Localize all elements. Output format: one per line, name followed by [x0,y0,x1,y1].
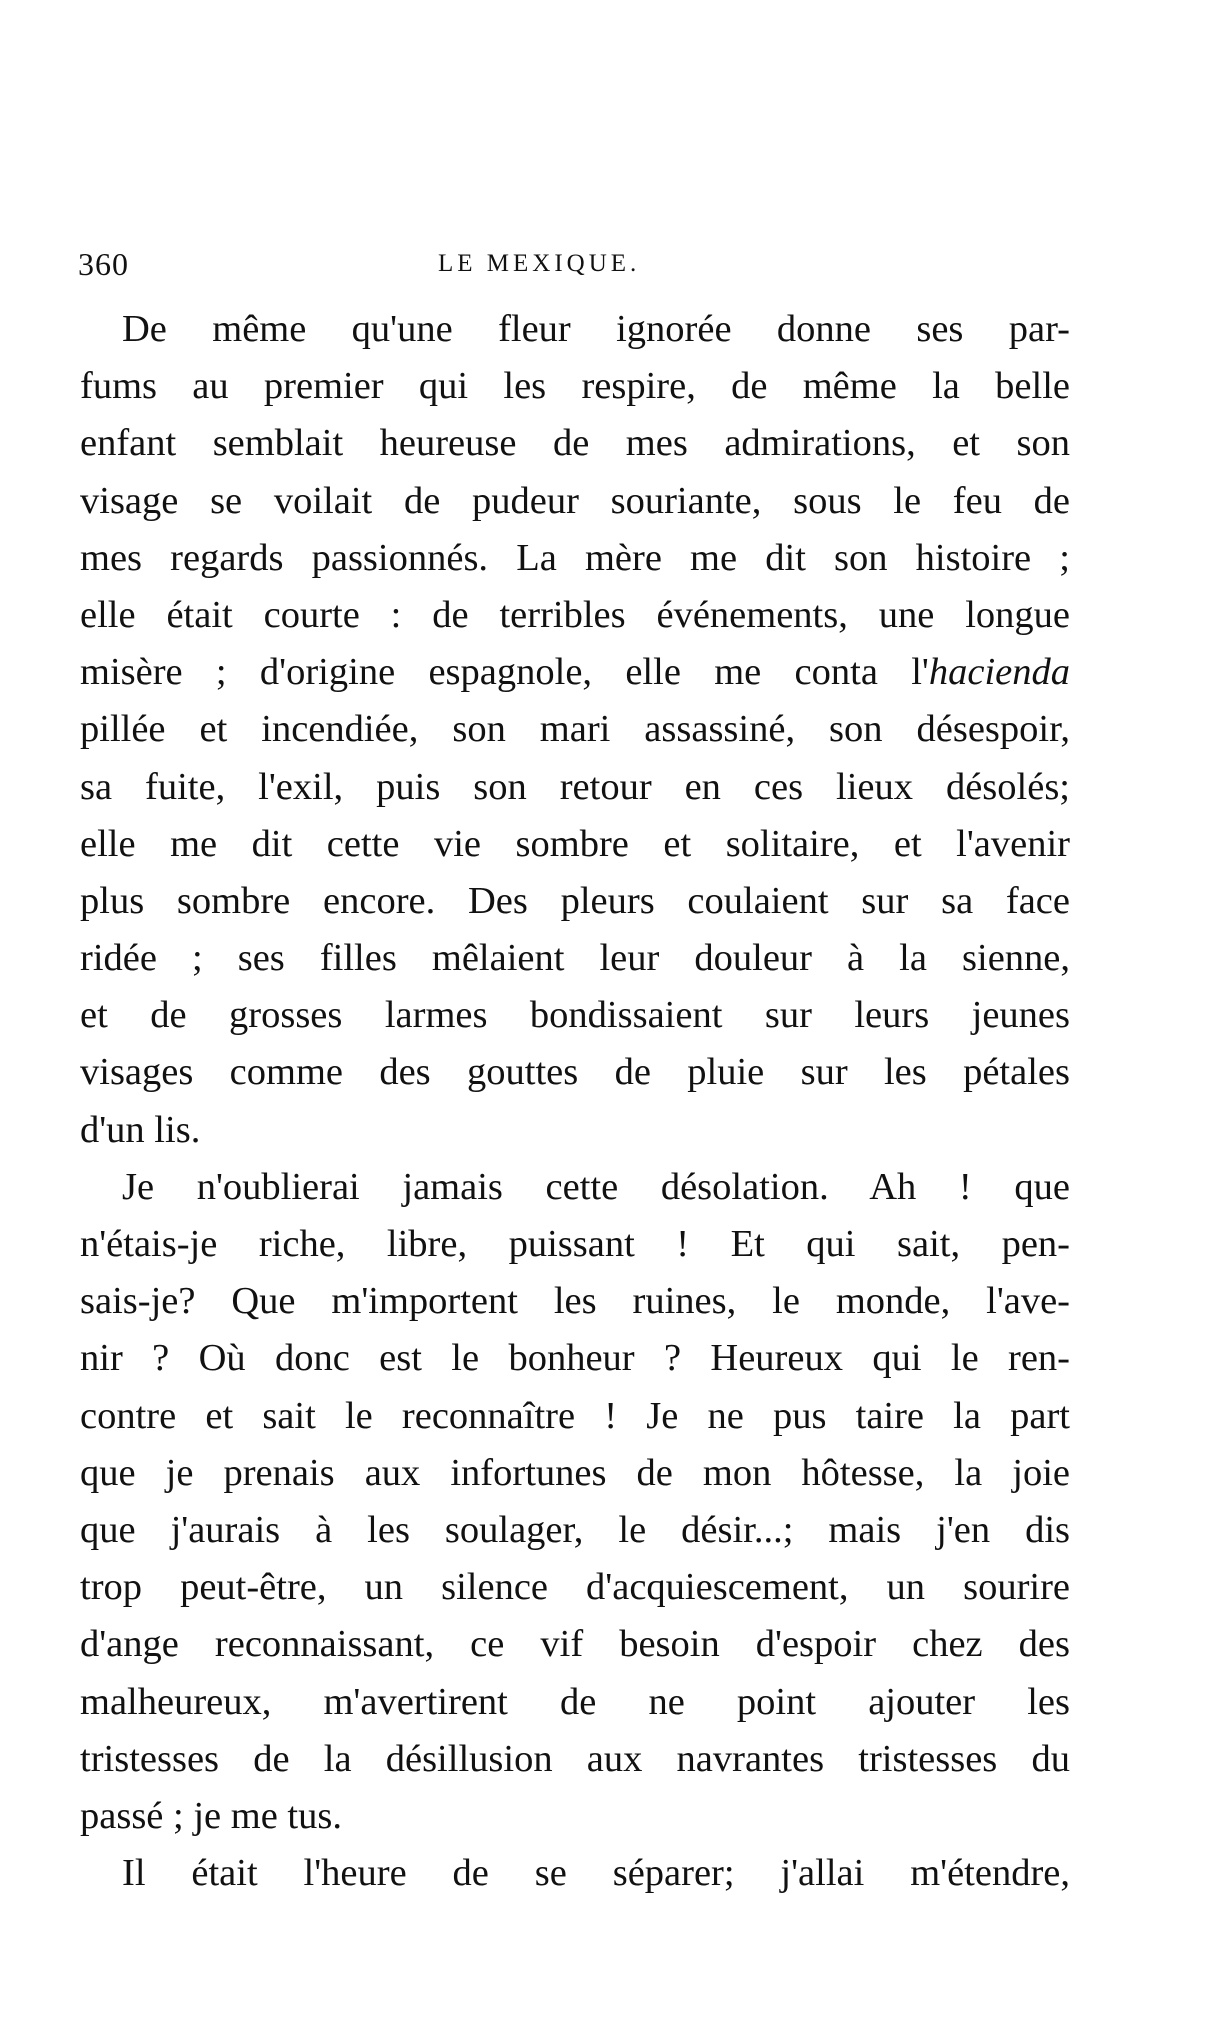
text-line: malheureux, m'avertirent de ne point ajouter les [80,1680,1070,1723]
text-line: que j'aurais à les soulager, le désir...; mais j'en dis [80,1508,1070,1551]
text-line: elle était courte : de terribles événements, une longue [80,593,1070,636]
text-line: elle me dit cette vie sombre et solitaire, et l'avenir [80,822,1070,865]
text-line: enfant semblait heureuse de mes admirations, et son [80,422,1070,465]
text-line: mes regards passionnés. La mère me dit son histoire ; [80,536,1070,579]
running-title: LE MEXIQUE. [438,250,641,277]
text-line: fums au premier qui les respire, de même la belle [80,365,1070,408]
text-line: Il était l'heure de se séparer; j'allai m'étendre, [122,1852,1070,1895]
text-line: contre et sait le reconnaître ! Je ne pus taire la part [80,1394,1070,1437]
body-text [80,301,1070,1902]
text-line-with-italic [80,644,1070,701]
text-line: Je n'oublierai jamais cette désolation. Ah ! que [122,1165,1070,1208]
text-line: visages comme des gouttes de pluie sur les pétales [80,1051,1070,1094]
text-line: que je prenais aux infortunes de mon hôtesse, la joie [80,1451,1070,1494]
text-line: trop peut-être, un silence d'acquiescement, un sourire [80,1566,1070,1609]
text-line: d'ange reconnaissant, ce vif besoin d'espoir chez des [80,1623,1070,1666]
text-line: sa fuite, l'exil, puis son retour en ces lieux désolés; [80,765,1070,808]
text-segment: misère ; d'origine espagnole, elle me conta l' [80,651,929,694]
page-header [78,246,1078,286]
text-line: passé ; je me tus. [80,1794,342,1837]
text-line: nir ? Où donc est le bonheur ? Heureux qui le ren- [80,1337,1070,1380]
italic-word: hacienda [928,651,1070,694]
text-line: et de grosses larmes bondissaient sur leurs jeunes [80,994,1070,1037]
text-line: plus sombre encore. Des pleurs coulaient sur sa face [80,879,1070,922]
text-line: De même qu'une fleur ignorée donne ses par- [122,308,1070,350]
text-line: visage se voilait de pudeur souriante, sous le feu de [80,479,1070,522]
page-number: 360 [78,246,129,282]
text-line: pillée et incendiée, son mari assassiné, son désespoir, [80,708,1070,751]
text-line: tristesses de la désillusion aux navrantes tristesses du [80,1737,1070,1780]
text-line: sais-je? Que m'importent les ruines, le monde, l'ave- [80,1280,1070,1323]
text-line: d'un lis. [80,1108,201,1151]
text-line: n'étais-je riche, libre, puissant ! Et qui sait, pen- [80,1223,1070,1265]
text-line: ridée ; ses filles mêlaient leur douleur à la sienne, [80,937,1070,980]
